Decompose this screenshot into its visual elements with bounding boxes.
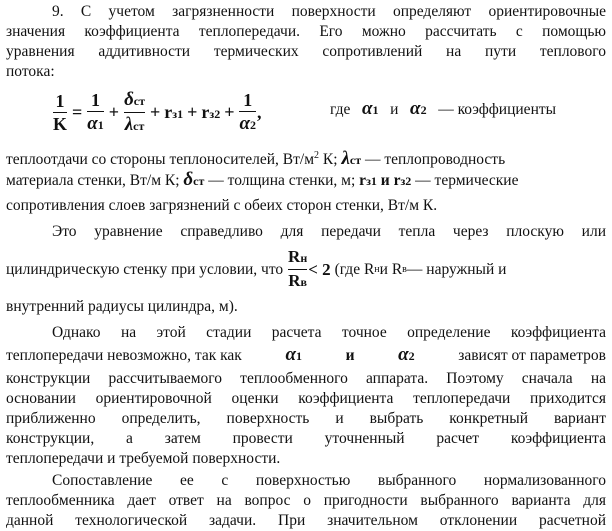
alpha2-subscript: 2 bbox=[250, 117, 256, 132]
alpha-symbol: α bbox=[239, 112, 250, 134]
paragraph-4-line-4: основании ориентировочной оценки коэффициента теплопередачи приходится bbox=[6, 390, 606, 407]
alpha2-term bbox=[398, 345, 415, 366]
alpha1-subscript: 1 bbox=[295, 349, 302, 363]
delta-symbol: δ bbox=[124, 88, 134, 110]
alpha1-subscript: 1 bbox=[372, 103, 379, 117]
denominator-rv bbox=[288, 269, 307, 293]
fraction-one-over-k bbox=[53, 90, 67, 135]
r-z1-subscript: з1 bbox=[172, 106, 184, 121]
lambda-symbol: λ bbox=[341, 148, 350, 170]
lambda-symbol: λ bbox=[124, 113, 134, 135]
where-word: где bbox=[330, 101, 351, 118]
superscript-two: 2 bbox=[314, 150, 320, 161]
paragraph-2-line-1 bbox=[6, 146, 606, 170]
text-segment: — термические bbox=[411, 172, 519, 189]
text-segment: зависят от параметров bbox=[458, 347, 606, 364]
paragraph-3-line-1: Это уравнение справедливо для передачи тепла через плоскую или bbox=[52, 223, 606, 240]
lambda-subscript: ст bbox=[349, 153, 362, 168]
delta-subscript: ст bbox=[133, 93, 146, 108]
text-segment: цилиндрическую стенку при условии, что bbox=[6, 260, 284, 278]
r-z2-subscript: з2 bbox=[400, 174, 412, 188]
r-symbol: r bbox=[393, 172, 401, 189]
paragraph-1-line-3: уравнения аддитивности термических сопротивлений на пути теплового bbox=[6, 43, 606, 60]
text-segment: — толщина стенки, м; bbox=[204, 172, 360, 189]
paragraph-5-line-2: теплообменника дает ответ на вопрос о пригодности выбранного варианта для bbox=[6, 492, 606, 509]
paragraph-4-line-6: конструкции, а затем провести уточненный расчет коэффициента bbox=[6, 430, 606, 447]
r-symbol: R bbox=[288, 246, 301, 266]
paragraph-4-line-5: приближенно определить, поверхность и выбрать конкретный вариант bbox=[6, 410, 606, 427]
paragraph-5-line-3: данной технологической задачи. При значительном отклонении расчетной bbox=[6, 512, 606, 529]
fraction-rn-over-rv bbox=[288, 246, 307, 293]
paragraph-3-line-2 bbox=[6, 244, 606, 294]
alpha-symbol: α bbox=[410, 98, 421, 119]
heat-transfer-equation bbox=[52, 86, 262, 138]
r-z2-subscript: з2 bbox=[209, 106, 221, 121]
text-segment: — наружный и bbox=[406, 260, 507, 278]
paragraph-5-line-1: Сопоставление ее с поверхностью выбранного нормализованного bbox=[52, 472, 606, 489]
paragraph-1-line-2: значения коэффициента теплопередачи. Его можно рассчитать с помощью bbox=[6, 23, 606, 40]
less-than-two: < 2 bbox=[308, 259, 331, 279]
fraction-one-over-alpha1 bbox=[87, 89, 104, 136]
denominator-k: K bbox=[53, 113, 68, 134]
paragraph-2-line-3: сопротивления слоев загрязнений с обеих сторон стенки, Вт/м К. bbox=[6, 197, 438, 214]
text-segment: материала стенки, Вт/м К; bbox=[6, 172, 184, 189]
rn-subscript: н bbox=[374, 263, 380, 275]
r-z1-term bbox=[164, 102, 183, 123]
r-z2-term bbox=[201, 102, 220, 123]
rv-subscript: в bbox=[402, 263, 407, 275]
plus-sign: + bbox=[224, 101, 235, 122]
paragraph-4-line-1: Однако на этой стадии расчета точное определение коэффициента bbox=[52, 324, 606, 341]
and-word: и bbox=[376, 172, 394, 189]
r-symbol: R bbox=[288, 270, 301, 290]
alpha2-subscript: 2 bbox=[420, 103, 427, 117]
text-segment: теплоотдачи со стороны теплоносителей, Вт/м bbox=[6, 151, 315, 169]
denominator-alpha2 bbox=[239, 111, 256, 136]
text-segment: — теплопроводность bbox=[361, 151, 506, 169]
alpha-symbol: α bbox=[285, 344, 296, 365]
paragraph-4-line-2 bbox=[6, 345, 606, 366]
paragraph-3-line-3: внутренний радиусы цилиндра, м). bbox=[6, 298, 238, 315]
rn-subscript: н bbox=[300, 250, 308, 265]
and-word: и bbox=[345, 347, 355, 364]
text-segment: (где R bbox=[334, 260, 375, 278]
delta-subscript: ст bbox=[193, 174, 205, 188]
r-z1-subscript: з1 bbox=[366, 174, 377, 188]
delta-symbol: δ bbox=[183, 169, 194, 190]
and-word: и bbox=[390, 101, 399, 118]
equals-sign: = bbox=[72, 101, 83, 122]
paragraph-4-line-3: конструкции рассчитываемого теплообменного аппарата. Поэтому сначала на bbox=[6, 370, 606, 387]
numerator-one: 1 bbox=[91, 89, 101, 110]
plus-sign: + bbox=[108, 101, 120, 122]
coefficients-text: — коэффициенты bbox=[438, 101, 557, 118]
rv-subscript: в bbox=[300, 274, 308, 289]
numerator-delta bbox=[124, 88, 145, 112]
text-segment: К; bbox=[319, 151, 342, 169]
alpha-symbol: α bbox=[87, 112, 98, 134]
alpha-symbol: α bbox=[398, 344, 409, 365]
numerator-one: 1 bbox=[55, 90, 65, 111]
numerator-rn bbox=[288, 246, 307, 269]
denominator-lambda bbox=[124, 112, 145, 137]
fraction-delta-over-lambda bbox=[124, 88, 145, 137]
numerator-one: 1 bbox=[243, 89, 253, 110]
alpha1-subscript: 1 bbox=[97, 117, 104, 132]
alpha-symbol: α bbox=[361, 98, 373, 119]
r-symbol: r bbox=[201, 101, 210, 122]
plus-sign: + bbox=[187, 101, 198, 122]
plus-sign: + bbox=[150, 101, 161, 122]
paragraph-1-line-1: 9. С учетом загрязненности поверхности определяют ориентировочные bbox=[52, 3, 606, 20]
r-symbol: r bbox=[359, 172, 367, 189]
equation-explanation bbox=[330, 98, 606, 120]
comma: , bbox=[257, 101, 262, 122]
text-segment: и R bbox=[379, 260, 403, 278]
denominator-alpha1 bbox=[87, 111, 104, 136]
lambda-subscript: ст bbox=[133, 118, 145, 133]
paragraph-4-line-7: теплопередачи и требуемой поверхности. bbox=[6, 450, 281, 467]
paragraph-1-line-4: потока: bbox=[6, 63, 55, 80]
text-segment: теплопередачи невозможно, так как bbox=[6, 347, 242, 364]
alpha2-subscript: 2 bbox=[408, 349, 415, 363]
alpha1-term bbox=[285, 345, 302, 366]
fraction-one-over-alpha2 bbox=[239, 89, 256, 136]
r-symbol: r bbox=[164, 101, 173, 122]
paragraph-2-line-2 bbox=[6, 170, 606, 191]
